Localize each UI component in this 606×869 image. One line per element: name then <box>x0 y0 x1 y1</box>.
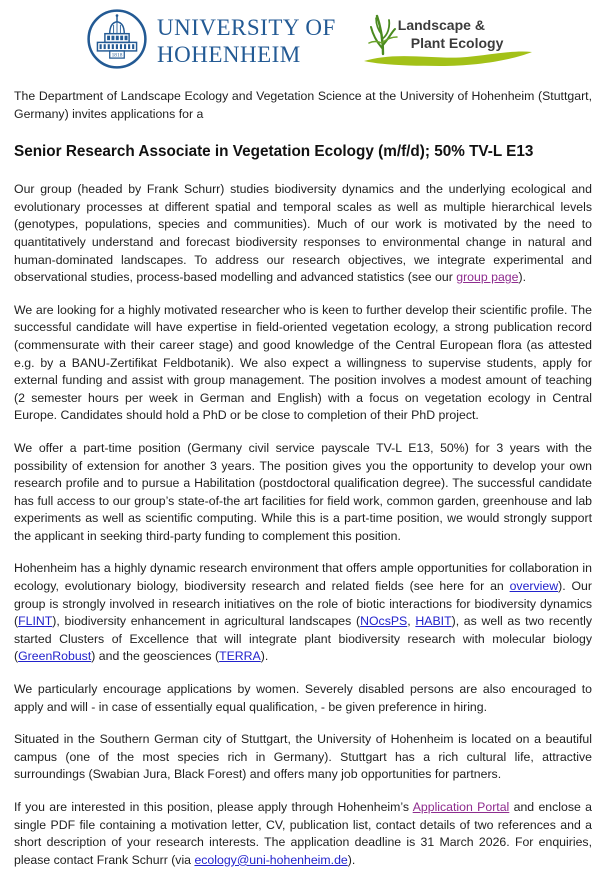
university-wordmark-line1: UNIVERSITY OF <box>157 15 336 40</box>
flint-link[interactable]: FLINT <box>18 614 53 629</box>
landscape-plant-ecology-logo <box>362 8 534 72</box>
lab-wordmark <box>398 16 504 52</box>
nocsps-link[interactable]: NOcsPS <box>360 614 408 629</box>
paragraph-location <box>14 731 592 784</box>
text-segment: ). Our group is strongly involved in research initiatives on the role of biotic interactions for biodiversity dynamics ( <box>14 579 592 629</box>
group-page-link[interactable]: group page <box>456 270 519 285</box>
text-segment: ). <box>518 270 526 285</box>
university-hohenheim-logo <box>86 8 336 70</box>
lab-wordmark-line1: Landscape & <box>397 17 485 33</box>
text-segment: We offer a part-time position (Germany civil service payscale TV-L E13, 50%) for 3 years with the possibility of extension for another 3 years. The position gives you the opportunity to develop your own research profile and to pursue a Habilitation (postdoctoral qualification degree). The successful candidate has full access to our group’s state-of-the art facilities for field work, common garden, greenhouse and lab experiments as well as scientific computing. While this is a part-time position, we would strongly support the applicant in seeking third-party funding to complement this position. <box>14 440 592 543</box>
paragraph-group-description <box>14 181 592 287</box>
job-title <box>14 142 592 162</box>
terra-link[interactable]: TERRA <box>219 649 261 664</box>
text-segment: We are looking for a highly motivated researcher who is keen to further develop their scientific profile. The successful candidate will have expertise in field-oriented vegetation ecology, a strong publication record (commensurate with their career stage) and good knowledge of the Central European flora (as attested e.g. by a BANU-Zertifikat Feldbotanik). We also expect a willingness to supervise students, apply for external funding and assist with group management. The position involves a modest amount of teaching (2 semester hours per week in German and English) with a focus on vegetation ecology in Central Europe. Candidates should hold a PhD or be close to completion of their PhD project. <box>14 302 592 423</box>
text-segment: Situated in the Southern German city of Stuttgart, the University of Hohenheim is located on a beautiful campus (one of the most species rich in Germany). Stuttgart has a rich cultural life, attractive surroundings (Swabian Jura, Black Forest) and offers many job opportunities for partners. <box>14 732 592 782</box>
text-segment: The Department of Landscape Ecology and Vegetation Science at the University of Hohenheim (Stuttgart, Germany) invites applications for a <box>14 89 592 121</box>
text-segment: ). <box>260 649 269 664</box>
text-segment: and enclose a single PDF file containing a motivation letter, CV, publication list, contact details of two references and a short description of your research interests. The application deadline is 31 March 2026. For enquiries, please contact Frank Schurr (via <box>14 800 592 867</box>
text-segment: If you are interested in this position, please apply through Hohenheim’s <box>14 800 413 814</box>
paragraph-candidate-profile <box>14 302 592 425</box>
lab-wordmark-line2: Plant Ecology <box>410 35 504 51</box>
document-header <box>0 0 606 78</box>
paragraph-research-environment <box>14 560 592 666</box>
paragraph-equal-opportunity <box>14 681 592 716</box>
document-body <box>0 88 606 869</box>
overview-link[interactable]: overview <box>509 579 559 594</box>
text-segment: ), biodiversity enhancement in agricultural landscapes ( <box>52 614 361 629</box>
university-wordmark <box>157 14 336 68</box>
greenrobust-link[interactable]: GreenRobust <box>18 649 92 664</box>
university-wordmark-line2: HOHENHEIM <box>157 42 301 67</box>
text-segment: ), as well as two recently started Clusters of Excellence that will integrate plant biodiversity research with molecular biology ( <box>14 614 592 664</box>
text-segment: ) and the geosciences ( <box>91 649 220 664</box>
application-portal-link[interactable]: Application Portal <box>412 800 510 814</box>
email-link[interactable]: ecology@uni-hohenheim.de <box>194 852 348 867</box>
founding-year: 1818 <box>111 52 123 59</box>
intro-paragraph <box>14 88 592 123</box>
habit-link[interactable]: HABIT <box>415 614 452 629</box>
paragraph-application <box>14 799 592 869</box>
castle-icon <box>86 8 148 70</box>
text-segment: Senior Research Associate in Vegetation Ecology (m/f/d); 50% TV-L E13 <box>14 143 534 161</box>
text-segment: Our group (headed by Frank Schurr) studies biodiversity dynamics and the underlying ecological and evolutionary processes at different spatial and temporal scales as well as multiple hierarchical levels (genotypes, populations, species and communities). Much of our work is motivated by the need to quantitatively understand and forecast biodiversity responses to environmental change in natural and human-dominated landscapes. To address our research objectives, we integrate experimental and observational studies, process-based modelling and advanced statistics (see our <box>14 182 592 285</box>
text-segment: Hohenheim has a highly dynamic research environment that offers ample opportunities for collaboration in ecology, evolutionary biology, biodiversity research and related fields (see here for an <box>14 561 592 594</box>
paragraph-position-offer <box>14 440 592 546</box>
text-segment: , <box>407 614 416 629</box>
text-segment: We particularly encourage applications by women. Severely disabled persons are also encouraged to apply and will - in case of essentially equal qualification, - be given preference in hiring. <box>14 682 592 714</box>
text-segment: ). <box>347 852 356 867</box>
